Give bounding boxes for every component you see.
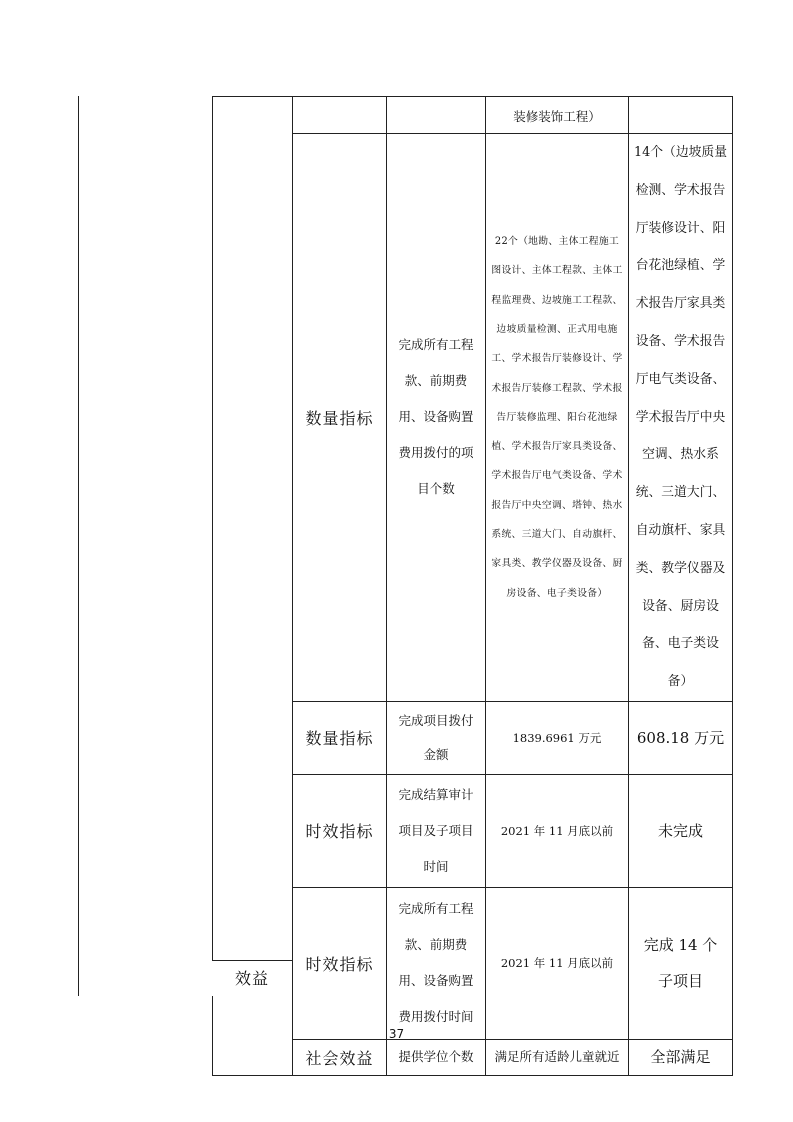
- level3-cell: 完成结算审计项目及子项目时间: [387, 774, 486, 887]
- level2-cell: 社会效益: [293, 1039, 387, 1075]
- actual-cell: 完成 14 个子项目: [629, 887, 733, 1039]
- target-cell: 满足所有适龄儿童就近: [486, 1039, 629, 1075]
- level3-cell: [387, 97, 486, 134]
- level3-cell: 完成项目拨付金额: [387, 701, 486, 774]
- level3-cell: 完成所有工程款、前期费用、设备购置费用拨付时间: [387, 887, 486, 1039]
- actual-cell: 全部满足: [629, 1039, 733, 1075]
- target-cell: 2021 年 11 月底以前: [486, 887, 629, 1039]
- level2-cell: 数量指标: [293, 134, 387, 702]
- level2-cell: 时效指标: [293, 887, 387, 1039]
- target-cell: 1839.6961 万元: [486, 701, 629, 774]
- level1-cell-empty: [213, 97, 293, 1076]
- left-border-line: [78, 96, 79, 996]
- table-row: [213, 97, 733, 134]
- level2-cell: 数量指标: [293, 701, 387, 774]
- level3-cell: 完成所有工程款、前期费用、设备购置费用拨付的项目个数: [387, 134, 486, 702]
- target-cell: 装修装饰工程）: [486, 97, 629, 134]
- actual-cell: [629, 97, 733, 134]
- page-number: 37: [388, 1027, 405, 1041]
- target-cell: 2021 年 11 月底以前: [486, 774, 629, 887]
- target-cell: 22个（地勘、主体工程施工图设计、主体工程款、主体工程监理费、边坡施工工程款、边坡质量检测、正式用电施工、学术报告厅装修设计、学术报告厅装修工程款、学术报告厅装修监理、阳台花池绿植、学术报告厅家具类设备、学术报告厅电气类设备、学术报告厅中央空调、塔钟、热水系统、三道大门、自动旗杆、家具类、教学仪器及设备、厨房设备、电子类设备）: [486, 134, 629, 702]
- performance-indicator-table: [212, 96, 733, 1076]
- actual-cell: 未完成: [629, 774, 733, 887]
- level2-cell: 时效指标: [293, 774, 387, 887]
- level2-cell: [293, 97, 387, 134]
- actual-cell: 608.18 万元: [629, 701, 733, 774]
- level3-cell: 提供学位个数: [387, 1039, 486, 1075]
- level1-cell-benefit: 效益: [212, 960, 292, 996]
- actual-cell: 14个（边坡质量检测、学术报告厅装修设计、阳台花池绿植、学术报告厅家具类设备、学术报告厅电气类设备、学术报告厅中央空调、热水系统、三道大门、自动旗杆、家具类、教学仪器及设备、厨房设备、电子类设备）: [629, 134, 733, 702]
